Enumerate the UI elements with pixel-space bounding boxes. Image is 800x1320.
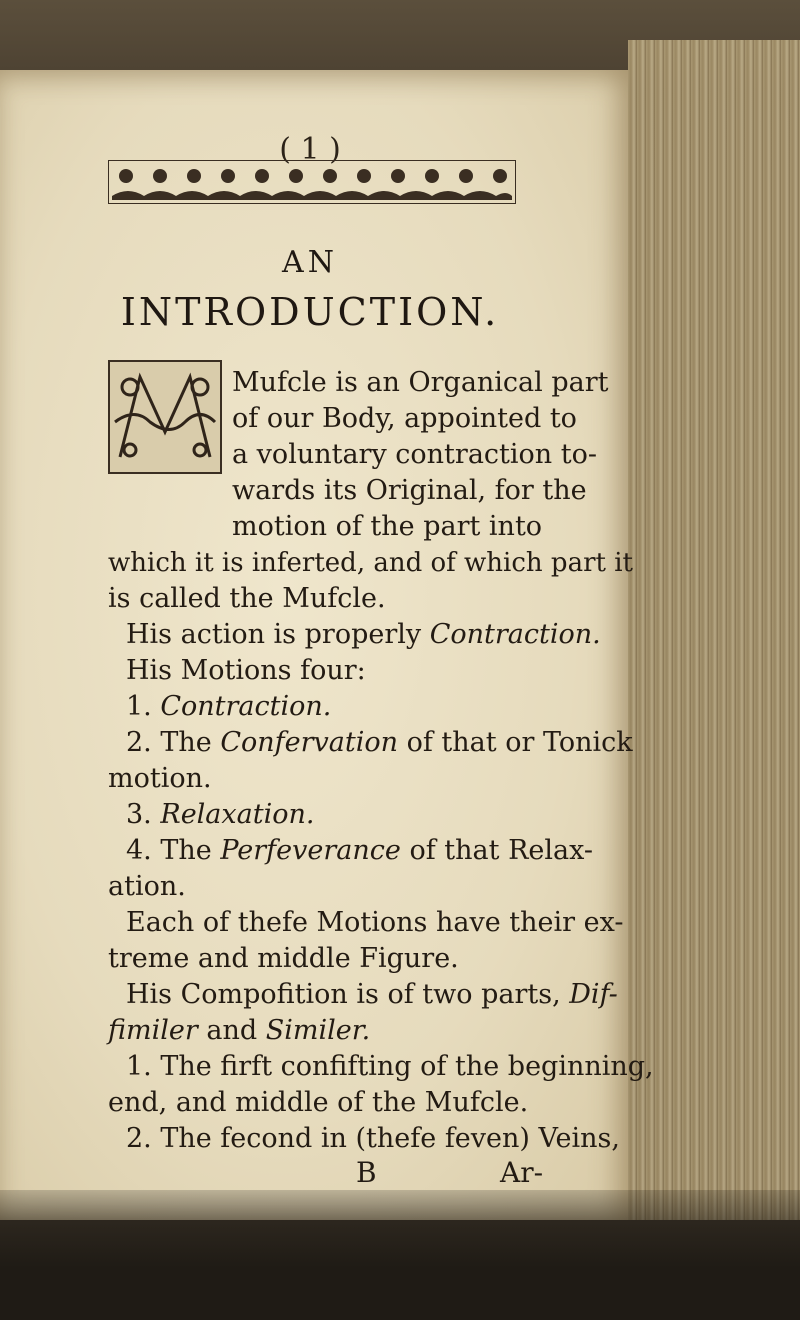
- text-line: end, and middle of the Mufcle.: [108, 1087, 529, 1118]
- text-segment-italic: Similer.: [265, 1015, 371, 1046]
- text-segment-italic: Confervation: [220, 727, 398, 758]
- text-line: of our Body, appointed to: [232, 403, 577, 434]
- text-line: [126, 690, 331, 724]
- text-line: [126, 798, 314, 832]
- text-segment: His Compofition is of two parts,: [126, 979, 561, 1010]
- bottom-shadow: [0, 1190, 800, 1320]
- text-segment-italic: Dif-: [569, 979, 618, 1010]
- heading-an: AN: [282, 245, 338, 280]
- heading-introduction: INTRODUCTION.: [120, 290, 500, 334]
- text-segment-italic: Perfeverance: [220, 835, 401, 866]
- text-line: [126, 618, 601, 652]
- page-edges: [628, 40, 800, 1220]
- page-number: ( 1 ): [279, 132, 341, 167]
- text-line: a voluntary contraction to-: [232, 439, 597, 470]
- text-line: ation.: [108, 871, 186, 902]
- text-line: [126, 834, 593, 868]
- text-line: motion.: [108, 763, 212, 794]
- text-segment: and: [206, 1015, 258, 1046]
- text-line: Each of thefe Motions have their ex-: [126, 907, 624, 938]
- ornament-band-icon: [108, 160, 516, 204]
- text-line: 1. The firft confifting of the beginning,: [126, 1051, 654, 1082]
- text-line: which it is inferted, and of which part it: [108, 548, 633, 578]
- text-line: His Motions four:: [126, 655, 366, 686]
- text-segment-italic: Contraction.: [160, 691, 332, 722]
- text-segment: 4. The: [126, 835, 212, 866]
- text-line: motion of the part into: [232, 511, 543, 542]
- text-line: is called the Mufcle.: [108, 583, 386, 614]
- text-segment: 3.: [126, 799, 152, 830]
- text-line: [126, 978, 618, 1012]
- text-line: treme and middle Figure.: [108, 943, 459, 974]
- text-line: Mufcle is an Organical part: [232, 367, 609, 398]
- text-segment: of that Relax-: [409, 835, 593, 866]
- text-segment: of that or Tonick: [406, 727, 633, 758]
- text-line: [108, 1014, 370, 1048]
- text-line: 2. The fecond in (thefe feven) Veins,: [126, 1123, 620, 1154]
- text-segment-italic: fimiler: [108, 1015, 198, 1046]
- text-line: [126, 726, 633, 760]
- decorated-initial-icon: [108, 360, 222, 474]
- text-segment: 1.: [126, 691, 152, 722]
- catchword: Ar-: [500, 1156, 544, 1189]
- text-line: wards its Original, for the: [232, 475, 587, 506]
- text-segment: 2. The: [126, 727, 212, 758]
- text-segment-italic: Contraction.: [429, 619, 601, 650]
- text-segment: His action is properly: [126, 619, 422, 650]
- text-segment-italic: Relaxation.: [160, 799, 315, 830]
- signature-mark: B: [356, 1156, 377, 1189]
